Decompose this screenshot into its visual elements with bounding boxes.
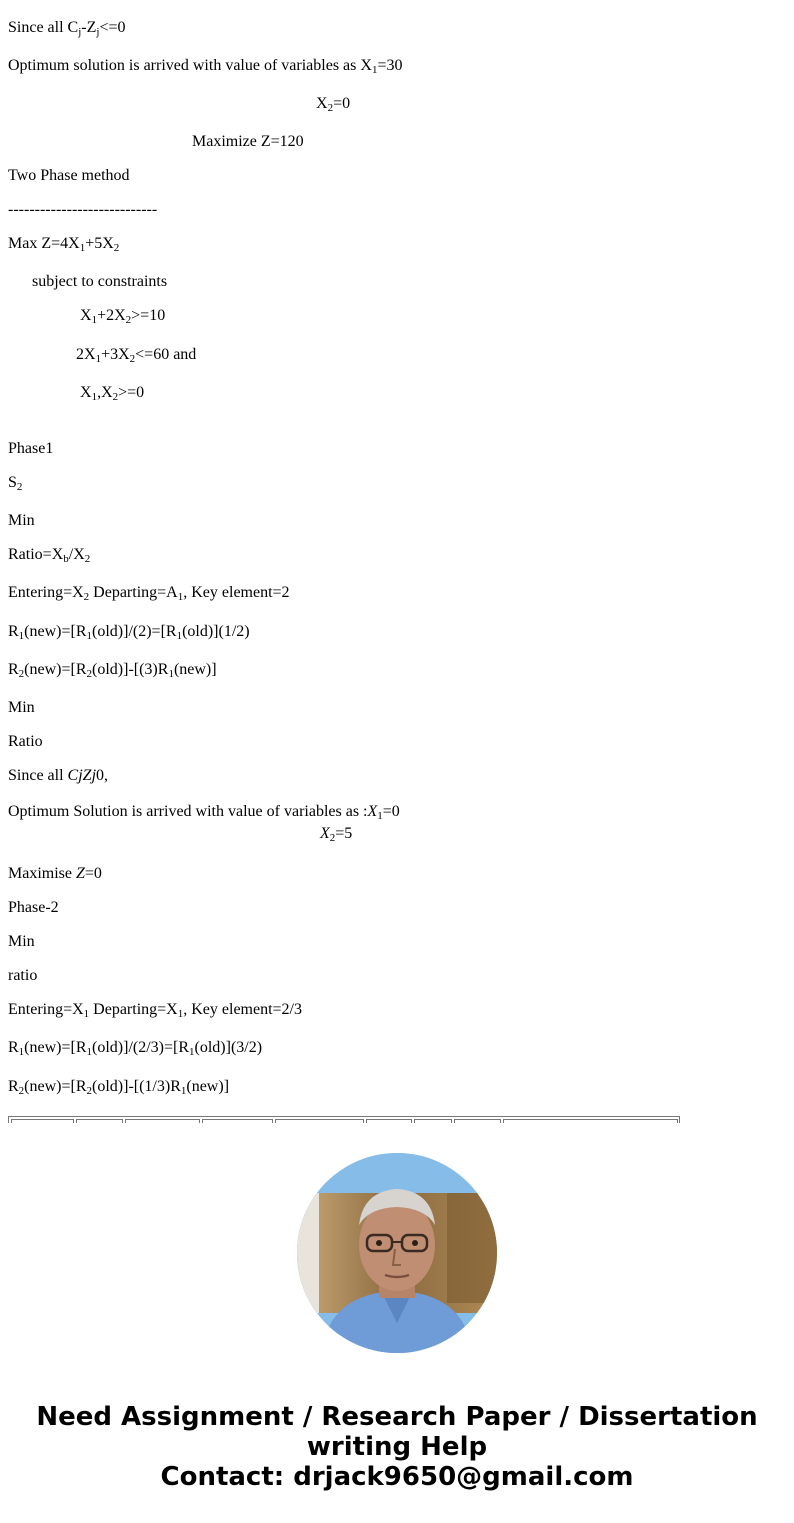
- simplex-table-truncated: [8, 1116, 680, 1123]
- table-cell: [454, 1119, 501, 1123]
- author-avatar: [297, 1153, 497, 1353]
- divider-dashes: ----------------------------: [8, 201, 158, 218]
- table-cell: [202, 1119, 273, 1123]
- table-cell: [125, 1119, 200, 1123]
- text-line-since-all-cjzj: Since all CjZj0,: [8, 767, 109, 784]
- text-line-r2-update-2: $R_2(new)=[R_2(old)]-[(1/3)R_1(new)]$: [8, 1078, 230, 1097]
- contact-email: Contact: drjack9650@gmail.com: [160, 1462, 634, 1492]
- text-line-optimum-solution: Optimum solution is arrived with value of variables as $X_1=30$: [8, 57, 403, 76]
- text-line-objective: Max $Z=4X_1+5X_2$: [8, 235, 120, 254]
- table-cell: [76, 1119, 123, 1123]
- promo-footer: [0, 1402, 794, 1492]
- text-line-maximise-z: Maximise Z=0: [8, 865, 102, 882]
- text-line-non-negativity: $X_1,X_2>=0$: [80, 384, 145, 403]
- text-line-min-2: Min: [8, 699, 35, 716]
- text-line-x2-value: $X_2=0$: [316, 95, 351, 114]
- promo-line: writing Help: [306, 1432, 488, 1462]
- text-line-ratio: Ratio: [8, 733, 43, 750]
- text-line-ratio-2: ratio: [8, 967, 38, 984]
- section-heading-two-phase: Two Phase method: [8, 167, 130, 184]
- text-line-constraint-2: $2X_1+3X_2<=60$ and: [76, 346, 197, 365]
- table-cell: [366, 1119, 412, 1123]
- text-line-since-all: Since all $C_j-Z_j<=0$: [8, 19, 126, 38]
- text-line-x2-equals-5: $X_2=5$: [320, 825, 353, 844]
- section-heading-phase2: Phase-2: [8, 899, 59, 916]
- table-cell: [11, 1119, 74, 1123]
- text-line-s2: $S_2$: [8, 474, 23, 493]
- text-line-entering-departing-2: $Entering=X_1$ $Departing=X_1$, Key element=2/3: [8, 1001, 302, 1020]
- promo-line: Need Assignment / Research Paper / Dissertation: [36, 1402, 758, 1432]
- text-line-entering-departing-1: $Entering=X_2$ $Departing=A_1$, Key element=2: [8, 584, 290, 603]
- text-line-min-3: Min: [8, 933, 35, 950]
- text-line-ratio-formula: $Ratio=X_b/X_2$: [8, 546, 91, 565]
- table-cell: [503, 1119, 678, 1123]
- table-cell: [414, 1119, 452, 1123]
- text-line-maximize-z: Maximize Z=120: [192, 133, 304, 150]
- text-line-min: Min: [8, 512, 35, 529]
- text-line-r1-update-1: $R_1(new)=[R_1(old)]/(2)=[R_1(old)](1/2)$: [8, 623, 250, 642]
- section-heading-phase1: Phase1: [8, 440, 54, 457]
- text-line-constraint-1: $X_1+2X_2>=10$: [80, 307, 166, 326]
- person-photo-icon: [297, 1153, 497, 1353]
- text-line-r2-update-1: $R_2(new)=[R_2(old)]-[(3)R_1(new)]$: [8, 661, 217, 680]
- table-cell: [275, 1119, 364, 1123]
- text-line-subject-to: subject to constraints: [32, 273, 168, 290]
- text-line-r1-update-2: $R_1(new)=[R_1(old)]/(2/3)=[R_1(old)](3/2)$: [8, 1039, 263, 1058]
- text-line-optimum-solution-2: Optimum Solution is arrived with value of variables as $:X_1=0$: [8, 803, 400, 822]
